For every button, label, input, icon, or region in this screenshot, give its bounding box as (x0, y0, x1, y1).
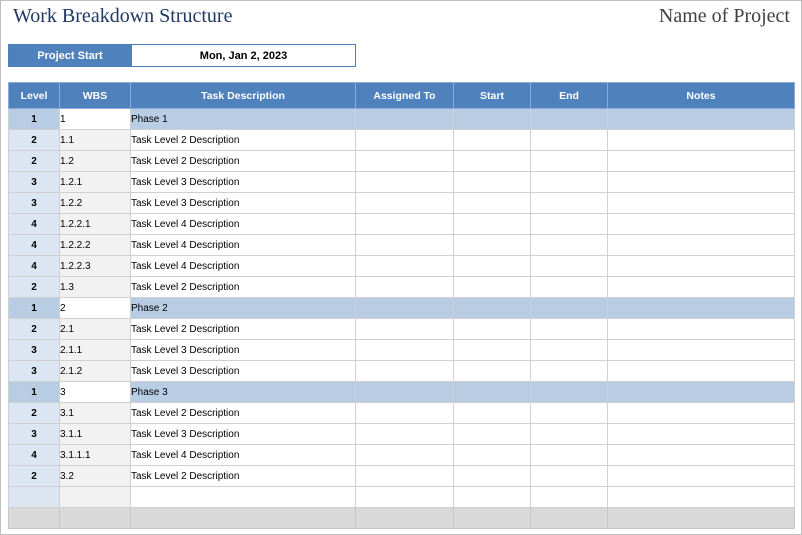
wbs-cell[interactable]: 1.3 (60, 277, 131, 298)
col-header-task-description[interactable]: Task Description (131, 83, 356, 109)
assigned-to-cell[interactable] (356, 403, 454, 424)
notes-cell[interactable] (608, 403, 795, 424)
empty-cell[interactable] (60, 487, 131, 508)
wbs-cell[interactable]: 1.2.1 (60, 172, 131, 193)
start-cell[interactable] (454, 424, 531, 445)
level-cell[interactable]: 4 (9, 445, 60, 466)
end-cell[interactable] (531, 382, 608, 403)
empty-row (9, 487, 795, 508)
start-cell[interactable] (454, 298, 531, 319)
assigned-to-cell[interactable] (356, 130, 454, 151)
end-cell[interactable] (531, 130, 608, 151)
task-description-cell[interactable]: Task Level 3 Description (131, 340, 356, 361)
notes-cell[interactable] (608, 235, 795, 256)
assigned-to-cell[interactable] (356, 235, 454, 256)
level-cell[interactable]: 2 (9, 151, 60, 172)
level-cell[interactable]: 1 (9, 109, 60, 130)
wbs-cell[interactable]: 3.1 (60, 403, 131, 424)
level-cell[interactable]: 3 (9, 424, 60, 445)
empty-cell[interactable] (356, 508, 454, 529)
notes-cell[interactable] (608, 445, 795, 466)
level-cell[interactable]: 2 (9, 466, 60, 487)
notes-cell[interactable] (608, 151, 795, 172)
level-cell[interactable]: 1 (9, 382, 60, 403)
end-cell[interactable] (531, 109, 608, 130)
assigned-to-cell[interactable] (356, 319, 454, 340)
empty-cell[interactable] (454, 487, 531, 508)
task-description-cell[interactable]: Phase 3 (131, 382, 356, 403)
wbs-cell[interactable]: 1.1 (60, 130, 131, 151)
empty-cell[interactable] (531, 508, 608, 529)
task-description-cell[interactable]: Task Level 2 Description (131, 466, 356, 487)
end-cell[interactable] (531, 151, 608, 172)
table-row (9, 151, 795, 172)
empty-cell[interactable] (9, 508, 60, 529)
notes-cell[interactable] (608, 424, 795, 445)
notes-cell[interactable] (608, 277, 795, 298)
notes-cell[interactable] (608, 466, 795, 487)
end-cell[interactable] (531, 319, 608, 340)
task-description-cell[interactable]: Phase 2 (131, 298, 356, 319)
table-row (9, 193, 795, 214)
wbs-cell[interactable]: 1.2.2.2 (60, 235, 131, 256)
end-cell[interactable] (531, 445, 608, 466)
start-cell[interactable] (454, 256, 531, 277)
assigned-to-cell[interactable] (356, 445, 454, 466)
task-description-cell[interactable]: Task Level 2 Description (131, 403, 356, 424)
table-row (9, 445, 795, 466)
table-row (9, 235, 795, 256)
start-cell[interactable] (454, 214, 531, 235)
wbs-cell[interactable]: 1.2.2.3 (60, 256, 131, 277)
level-cell[interactable]: 1 (9, 298, 60, 319)
wbs-cell[interactable]: 2.1.1 (60, 340, 131, 361)
wbs-cell[interactable]: 3.1.1 (60, 424, 131, 445)
empty-cell[interactable] (9, 487, 60, 508)
assigned-to-cell[interactable] (356, 298, 454, 319)
level-cell[interactable]: 3 (9, 340, 60, 361)
level-cell[interactable]: 2 (9, 130, 60, 151)
end-cell[interactable] (531, 256, 608, 277)
col-header-level[interactable]: Level (9, 83, 60, 109)
start-cell[interactable] (454, 403, 531, 424)
task-description-cell[interactable]: Phase 1 (131, 109, 356, 130)
wbs-table (8, 82, 795, 529)
task-description-cell[interactable]: Task Level 3 Description (131, 424, 356, 445)
task-description-cell[interactable]: Task Level 4 Description (131, 445, 356, 466)
page-title: Work Breakdown Structure (13, 5, 233, 27)
start-cell[interactable] (454, 361, 531, 382)
table-row (9, 214, 795, 235)
table-row (9, 256, 795, 277)
level-cell[interactable]: 3 (9, 361, 60, 382)
level-cell[interactable]: 2 (9, 403, 60, 424)
end-cell[interactable] (531, 424, 608, 445)
task-description-cell[interactable]: Task Level 2 Description (131, 277, 356, 298)
table-row (9, 424, 795, 445)
start-cell[interactable] (454, 382, 531, 403)
project-name[interactable]: Name of Project (658, 5, 790, 27)
assigned-to-cell[interactable] (356, 466, 454, 487)
level-cell[interactable]: 2 (9, 277, 60, 298)
start-cell[interactable] (454, 340, 531, 361)
col-header-start[interactable]: Start (454, 83, 531, 109)
task-description-cell[interactable]: Task Level 3 Description (131, 361, 356, 382)
wbs-cell[interactable]: 3 (60, 382, 131, 403)
end-cell[interactable] (531, 277, 608, 298)
assigned-to-cell[interactable] (356, 361, 454, 382)
wbs-cell[interactable]: 3.2 (60, 466, 131, 487)
start-cell[interactable] (454, 151, 531, 172)
task-description-cell[interactable]: Task Level 3 Description (131, 172, 356, 193)
task-description-cell[interactable]: Task Level 2 Description (131, 319, 356, 340)
project-start-box (8, 44, 356, 67)
assigned-to-cell[interactable] (356, 340, 454, 361)
level-cell[interactable]: 3 (9, 193, 60, 214)
level-cell[interactable]: 2 (9, 319, 60, 340)
wbs-cell[interactable]: 1 (60, 109, 131, 130)
start-cell[interactable] (454, 319, 531, 340)
empty-cell[interactable] (356, 487, 454, 508)
empty-cell[interactable] (454, 508, 531, 529)
empty-cell[interactable] (608, 508, 795, 529)
task-description-cell[interactable]: Task Level 4 Description (131, 214, 356, 235)
empty-cell[interactable] (531, 487, 608, 508)
table-row (9, 130, 795, 151)
notes-cell[interactable] (608, 172, 795, 193)
notes-cell[interactable] (608, 382, 795, 403)
empty-cell[interactable] (60, 508, 131, 529)
start-cell[interactable] (454, 235, 531, 256)
footer-row (9, 508, 795, 529)
notes-cell[interactable] (608, 130, 795, 151)
wbs-cell[interactable]: 2.1 (60, 319, 131, 340)
wbs-cell[interactable]: 1.2.2 (60, 193, 131, 214)
start-cell[interactable] (454, 130, 531, 151)
wbs-cell[interactable]: 1.2.2.1 (60, 214, 131, 235)
assigned-to-cell[interactable] (356, 277, 454, 298)
assigned-to-cell[interactable] (356, 172, 454, 193)
empty-cell[interactable] (131, 508, 356, 529)
wbs-cell[interactable]: 2 (60, 298, 131, 319)
notes-cell[interactable] (608, 340, 795, 361)
notes-cell[interactable] (608, 193, 795, 214)
wbs-cell[interactable]: 2.1.2 (60, 361, 131, 382)
end-cell[interactable] (531, 361, 608, 382)
project-start-value[interactable]: Mon, Jan 2, 2023 (131, 45, 355, 66)
table-row (9, 361, 795, 382)
col-header-end[interactable]: End (531, 83, 608, 109)
table-row (9, 403, 795, 424)
end-cell[interactable] (531, 340, 608, 361)
task-description-cell[interactable]: Task Level 2 Description (131, 130, 356, 151)
notes-cell[interactable] (608, 298, 795, 319)
header-row (9, 83, 795, 109)
assigned-to-cell[interactable] (356, 109, 454, 130)
notes-cell[interactable] (608, 361, 795, 382)
end-cell[interactable] (531, 466, 608, 487)
start-cell[interactable] (454, 172, 531, 193)
level-cell[interactable]: 4 (9, 235, 60, 256)
end-cell[interactable] (531, 403, 608, 424)
end-cell[interactable] (531, 298, 608, 319)
table-row (9, 298, 795, 319)
wbs-cell[interactable]: 3.1.1.1 (60, 445, 131, 466)
start-cell[interactable] (454, 277, 531, 298)
notes-cell[interactable] (608, 319, 795, 340)
notes-cell[interactable] (608, 256, 795, 277)
task-description-cell[interactable]: Task Level 4 Description (131, 256, 356, 277)
notes-cell[interactable] (608, 109, 795, 130)
start-cell[interactable] (454, 193, 531, 214)
col-header-assigned-to[interactable]: Assigned To (356, 83, 454, 109)
assigned-to-cell[interactable] (356, 382, 454, 403)
end-cell[interactable] (531, 235, 608, 256)
assigned-to-cell[interactable] (356, 193, 454, 214)
end-cell[interactable] (531, 214, 608, 235)
level-cell[interactable]: 4 (9, 256, 60, 277)
assigned-to-cell[interactable] (356, 256, 454, 277)
table-row (9, 466, 795, 487)
table-row (9, 172, 795, 193)
assigned-to-cell[interactable] (356, 424, 454, 445)
start-cell[interactable] (454, 466, 531, 487)
wbs-table-body (9, 109, 795, 529)
wbs-cell[interactable]: 1.2 (60, 151, 131, 172)
end-cell[interactable] (531, 193, 608, 214)
start-cell[interactable] (454, 109, 531, 130)
empty-cell[interactable] (608, 487, 795, 508)
table-row (9, 319, 795, 340)
task-description-cell[interactable]: Task Level 4 Description (131, 235, 356, 256)
table-row (9, 109, 795, 130)
table-row (9, 277, 795, 298)
assigned-to-cell[interactable] (356, 214, 454, 235)
project-start-label: Project Start (9, 45, 131, 66)
level-cell[interactable]: 3 (9, 172, 60, 193)
assigned-to-cell[interactable] (356, 151, 454, 172)
task-description-cell[interactable]: Task Level 2 Description (131, 151, 356, 172)
task-description-cell[interactable]: Task Level 3 Description (131, 193, 356, 214)
end-cell[interactable] (531, 172, 608, 193)
empty-cell[interactable] (131, 487, 356, 508)
notes-cell[interactable] (608, 214, 795, 235)
level-cell[interactable]: 4 (9, 214, 60, 235)
start-cell[interactable] (454, 445, 531, 466)
table-row (9, 340, 795, 361)
col-header-wbs[interactable]: WBS (60, 83, 131, 109)
col-header-notes[interactable]: Notes (608, 83, 795, 109)
table-row (9, 382, 795, 403)
